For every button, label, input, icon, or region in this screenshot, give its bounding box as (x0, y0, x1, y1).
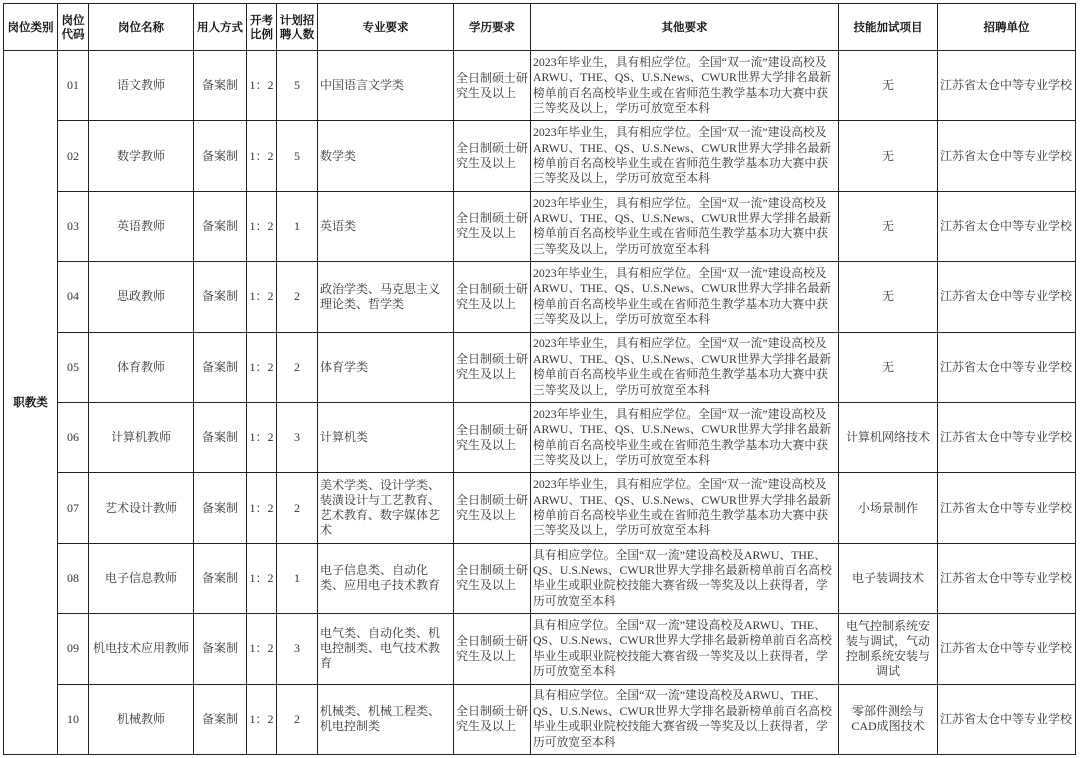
header-method: 用人方式 (194, 4, 247, 51)
cell-count: 1 (277, 191, 318, 261)
cell-method: 备案制 (194, 614, 247, 684)
cell-method: 备案制 (194, 191, 247, 261)
header-name: 岗位名称 (89, 4, 194, 51)
cell-major: 电气类、自动化类、机电控制类、电气技术教育 (318, 614, 454, 684)
cell-count: 5 (277, 51, 318, 121)
cell-skill: 无 (839, 191, 938, 261)
cell-skill: 零部件测绘与CAD成图技术 (839, 684, 938, 754)
cell-ratio: 1：2 (247, 332, 277, 402)
cell-name: 体育教师 (89, 332, 194, 402)
cell-method: 备案制 (194, 121, 247, 191)
cell-method: 备案制 (194, 51, 247, 121)
cell-major: 中国语言文学类 (318, 51, 454, 121)
cell-code: 07 (58, 473, 89, 543)
cell-major: 美术学类、设计学类、装潢设计与工艺教育、艺术教育、数字媒体艺术 (318, 473, 454, 543)
cell-other: 2023年毕业生，具有相应学位。全国“双一流”建设高校及ARWU、THE、QS、U.S.News、CWUR世界大学排名最新榜单前百名高校毕业生或在省师范生教学基本功大赛中获三等奖及以上，学历可放宽至本科 (531, 191, 839, 261)
table-row (4, 473, 1076, 543)
table-row (4, 684, 1076, 754)
cell-edu: 全日制硕士研究生及以上 (454, 191, 531, 261)
cell-skill: 计算机网络技术 (839, 402, 938, 472)
cell-unit: 江苏省太仓中等专业学校 (938, 51, 1076, 121)
cell-method: 备案制 (194, 473, 247, 543)
table-row (4, 262, 1076, 332)
cell-major: 英语类 (318, 191, 454, 261)
cell-other: 2023年毕业生，具有相应学位。全国“双一流”建设高校及ARWU、THE、QS、U.S.News、CWUR世界大学排名最新榜单前百名高校毕业生或在省师范生教学基本功大赛中获三等奖及以上，学历可放宽至本科 (531, 332, 839, 402)
cell-code: 06 (58, 402, 89, 472)
cell-code: 04 (58, 262, 89, 332)
table-row (4, 543, 1076, 613)
cell-other: 具有相应学位。全国“双一流”建设高校及ARWU、THE、QS、U.S.News、CWUR世界大学排名最新榜单前百名高校毕业生或职业院校技能大赛省级一等奖及以上获得者，学历可放宽至本科 (531, 684, 839, 754)
cell-name: 艺术设计教师 (89, 473, 194, 543)
table-row (4, 614, 1076, 684)
cell-name: 计算机教师 (89, 402, 194, 472)
cell-method: 备案制 (194, 262, 247, 332)
table-row (4, 191, 1076, 261)
cell-edu: 全日制硕士研究生及以上 (454, 473, 531, 543)
header-other: 其他要求 (531, 4, 839, 51)
cell-other: 2023年毕业生，具有相应学位。全国“双一流”建设高校及ARWU、THE、QS、U.S.News、CWUR世界大学排名最新榜单前百名高校毕业生或在省师范生教学基本功大赛中获三等奖及以上，学历可放宽至本科 (531, 121, 839, 191)
cell-other: 2023年毕业生，具有相应学位。全国“双一流”建设高校及ARWU、THE、QS、U.S.News、CWUR世界大学排名最新榜单前百名高校毕业生或在省师范生教学基本功大赛中获三等奖及以上，学历可放宽至本科 (531, 51, 839, 121)
cell-unit: 江苏省太仓中等专业学校 (938, 121, 1076, 191)
cell-other: 具有相应学位。全国“双一流”建设高校及ARWU、THE、QS、U.S.News、CWUR世界大学排名最新榜单前百名高校毕业生或职业院校技能大赛省级一等奖及以上获得者，学历可放宽至本科 (531, 614, 839, 684)
cell-count: 1 (277, 543, 318, 613)
cell-skill: 无 (839, 121, 938, 191)
cell-count: 3 (277, 402, 318, 472)
cell-code: 03 (58, 191, 89, 261)
header-skill: 技能加试项目 (839, 4, 938, 51)
cell-other: 2023年毕业生，具有相应学位。全国“双一流”建设高校及ARWU、THE、QS、U.S.News、CWUR世界大学排名最新榜单前百名高校毕业生或在省师范生教学基本功大赛中获三等奖及以上，学历可放宽至本科 (531, 262, 839, 332)
cell-name: 机电技术应用教师 (89, 614, 194, 684)
cell-unit: 江苏省太仓中等专业学校 (938, 332, 1076, 402)
cell-name: 思政教师 (89, 262, 194, 332)
cell-ratio: 1：2 (247, 191, 277, 261)
cell-edu: 全日制硕士研究生及以上 (454, 121, 531, 191)
cell-ratio: 1：2 (247, 543, 277, 613)
cell-edu: 全日制硕士研究生及以上 (454, 543, 531, 613)
cell-code: 08 (58, 543, 89, 613)
cell-ratio: 1：2 (247, 121, 277, 191)
cell-major: 电子信息类、自动化类、应用电子技术教育 (318, 543, 454, 613)
cell-edu: 全日制硕士研究生及以上 (454, 262, 531, 332)
cell-ratio: 1：2 (247, 614, 277, 684)
cell-count: 3 (277, 614, 318, 684)
cell-name: 语文教师 (89, 51, 194, 121)
cell-major: 数学类 (318, 121, 454, 191)
cell-edu: 全日制硕士研究生及以上 (454, 51, 531, 121)
cell-ratio: 1：2 (247, 262, 277, 332)
cell-ratio: 1：2 (247, 402, 277, 472)
header-count: 计划招聘人数 (277, 4, 318, 51)
cell-ratio: 1：2 (247, 51, 277, 121)
cell-skill: 无 (839, 51, 938, 121)
header-category: 岗位类别 (4, 4, 58, 51)
cell-edu: 全日制硕士研究生及以上 (454, 402, 531, 472)
cell-other: 2023年毕业生，具有相应学位。全国“双一流”建设高校及ARWU、THE、QS、U.S.News、CWUR世界大学排名最新榜单前百名高校毕业生或在省师范生教学基本功大赛中获三等奖及以上，学历可放宽至本科 (531, 473, 839, 543)
cell-major: 体育学类 (318, 332, 454, 402)
cell-ratio: 1：2 (247, 684, 277, 754)
cell-unit: 江苏省太仓中等专业学校 (938, 614, 1076, 684)
cell-count: 2 (277, 262, 318, 332)
cell-major: 机械类、机械工程类、机电控制类 (318, 684, 454, 754)
cell-category: 职教类 (4, 51, 58, 755)
cell-name: 数学教师 (89, 121, 194, 191)
cell-skill: 小场景制作 (839, 473, 938, 543)
cell-count: 5 (277, 121, 318, 191)
cell-count: 2 (277, 332, 318, 402)
header-major: 专业要求 (318, 4, 454, 51)
cell-code: 09 (58, 614, 89, 684)
cell-unit: 江苏省太仓中等专业学校 (938, 543, 1076, 613)
cell-unit: 江苏省太仓中等专业学校 (938, 473, 1076, 543)
table-row (4, 332, 1076, 402)
cell-name: 电子信息教师 (89, 543, 194, 613)
cell-edu: 全日制硕士研究生及以上 (454, 684, 531, 754)
cell-name: 机械教师 (89, 684, 194, 754)
cell-other: 2023年毕业生，具有相应学位。全国“双一流”建设高校及ARWU、THE、QS、U.S.News、CWUR世界大学排名最新榜单前百名高校毕业生或在省师范生教学基本功大赛中获三等奖及以上，学历可放宽至本科 (531, 402, 839, 472)
cell-edu: 全日制硕士研究生及以上 (454, 614, 531, 684)
cell-major: 计算机类 (318, 402, 454, 472)
cell-other: 具有相应学位。全国“双一流”建设高校及ARWU、THE、QS、U.S.News、CWUR世界大学排名最新榜单前百名高校毕业生或职业院校技能大赛省级一等奖及以上获得者，学历可放宽至本科 (531, 543, 839, 613)
cell-code: 10 (58, 684, 89, 754)
cell-ratio: 1：2 (247, 473, 277, 543)
cell-unit: 江苏省太仓中等专业学校 (938, 191, 1076, 261)
cell-skill: 无 (839, 332, 938, 402)
table-row (4, 121, 1076, 191)
cell-unit: 江苏省太仓中等专业学校 (938, 262, 1076, 332)
cell-edu: 全日制硕士研究生及以上 (454, 332, 531, 402)
header-code: 岗位代码 (58, 4, 89, 51)
cell-skill: 电气控制系统安装与调试，气动控制系统安装与调试 (839, 614, 938, 684)
cell-count: 2 (277, 684, 318, 754)
table-row (4, 51, 1076, 121)
cell-code: 01 (58, 51, 89, 121)
cell-count: 2 (277, 473, 318, 543)
cell-skill: 无 (839, 262, 938, 332)
header-unit: 招聘单位 (938, 4, 1076, 51)
cell-major: 政治学类、马克思主义理论类、哲学类 (318, 262, 454, 332)
recruitment-table (3, 3, 1076, 755)
header-ratio: 开考比例 (247, 4, 277, 51)
cell-unit: 江苏省太仓中等专业学校 (938, 684, 1076, 754)
cell-skill: 电子装调技术 (839, 543, 938, 613)
cell-name: 英语教师 (89, 191, 194, 261)
cell-method: 备案制 (194, 543, 247, 613)
cell-method: 备案制 (194, 332, 247, 402)
cell-unit: 江苏省太仓中等专业学校 (938, 402, 1076, 472)
cell-code: 05 (58, 332, 89, 402)
header-row (4, 4, 1076, 51)
header-edu: 学历要求 (454, 4, 531, 51)
cell-method: 备案制 (194, 402, 247, 472)
cell-method: 备案制 (194, 684, 247, 754)
cell-code: 02 (58, 121, 89, 191)
table-row (4, 402, 1076, 472)
